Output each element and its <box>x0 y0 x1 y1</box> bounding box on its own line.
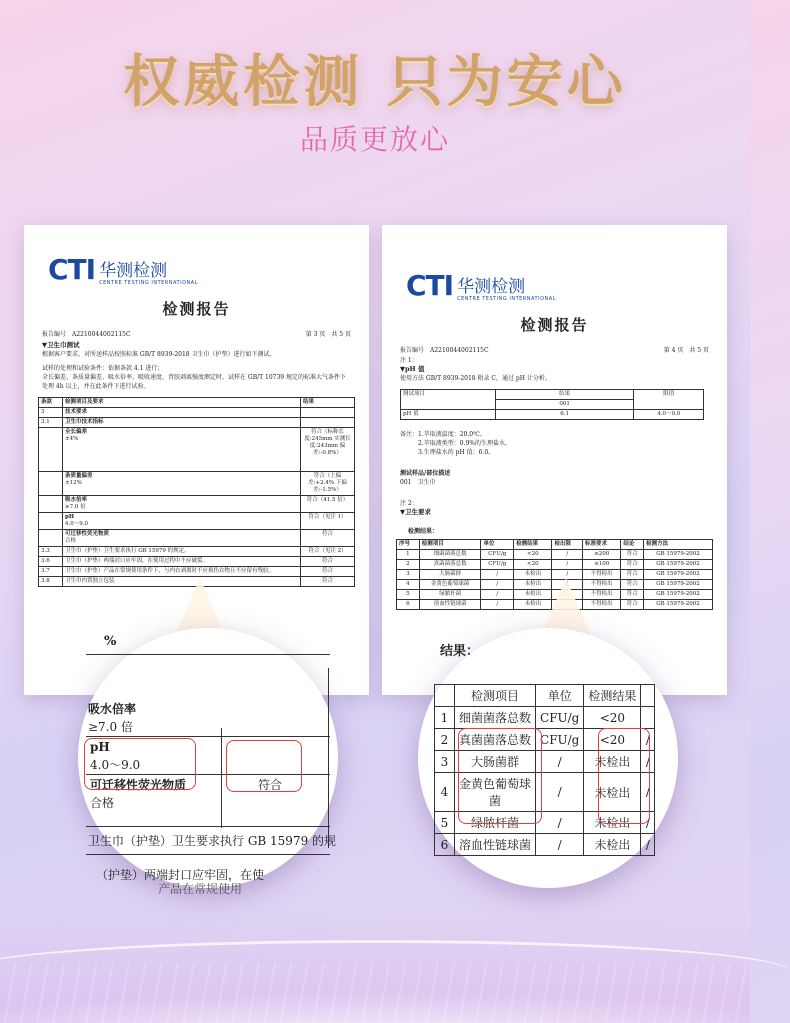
microbial-table: 序号 检测项目 单位 检测结果 检出限 标准要求 结论 检测方法 1 细菌菌落总数 CFU/g <20 / ≤200 符合 GB 15979-2002 2 真菌菌落总数 CFU/g <20 / ≤100 符合 GB 15979-2002 3 大肠菌群 / 未检出 / 不得检出 符合 GB 15979-2002 4 金黄色葡萄球菌 / 未检出 / 不得检出 符合 GB 15979-2002 5 绿脓杆菌 / 未检出 / 不得检出 符合 GB 15979-2002 6 溶血性链球菌 / 未检出 / 不得检出 符合 GB 15979-2002 <box>396 539 713 610</box>
section-title: ▼卫生巾测试 <box>42 341 80 349</box>
zoom-item-absorb: 吸水倍率 <box>88 702 137 716</box>
logo-name: 华测检测 <box>99 261 168 281</box>
highlight-ph <box>84 738 196 790</box>
sparkle-decoration <box>0 963 750 1023</box>
magnifier-left <box>78 628 338 896</box>
magnifier-right <box>418 628 678 888</box>
zoom-microbial-table: 检测项目 单位 检测结果 1 细菌菌落总数 CFU/g <20 2 真菌菌落总数 CFU/g <20 / 3 大肠菌群 / 未检出 / 4 金黄色葡萄球菌 / 未检出 / 5 绿脓杆菌 / 未检出 / 6 溶血性链球菌 / 未检出 / <box>434 684 655 856</box>
logo-sub: CENTRE TESTING INTERNATIONAL <box>99 280 198 286</box>
table-row: 3 大肠菌群 / 未检出 / 不得检出 符合 GB 15979-2002 <box>397 570 713 580</box>
page-title: 权威检测 只为安心 <box>123 50 627 115</box>
table-row: 可迁移性荧光物质 合格 符合 <box>39 530 355 547</box>
table-row: 5 绿脓杆菌 / 未检出 / <box>435 812 655 834</box>
table-row: 5 绿脓杆菌 / 未检出 / 不得检出 符合 GB 15979-2002 <box>397 590 713 600</box>
col-header: 检测项目及要求 <box>63 398 301 408</box>
table-row: 条质量偏差 ±12% 符合（上偏差:+2.4% 下偏差:-1.5%） <box>39 472 355 496</box>
report-title: 检测报告 <box>520 316 589 334</box>
report-title: 检测报告 <box>162 300 231 318</box>
table-row: 3.7 卫生巾（护垫）产品在常规使用条件下，与内衣剥离时不应损伤衣物且不应留有残胶。 符合 <box>39 567 355 577</box>
note-text-2: 全长偏差、条质量偏差、吸水倍率、吸收速度、背胶剥离强度测定时，试样在 GB/T 10739 规定的标准大气条件下处理 4h 以上，并在此条件下进行试验。 <box>42 374 347 390</box>
logo-sub: CENTRE TESTING INTERNATIONAL <box>457 296 556 302</box>
zoom-pct: % <box>104 634 117 649</box>
page-number: 第 3 页 共 5 页 <box>305 331 351 338</box>
highlight-ph-result <box>226 740 302 792</box>
remark-2: 2.萃取液类型：0.9%的生理盐水。 <box>418 440 511 447</box>
table-row: 4 金黄色葡萄球菌 / 未检出 / 不得检出 符合 GB 15979-2002 <box>397 580 713 590</box>
ph-method: 使用方法 GB/T 8939-2018 附录 C，通过 pH 计分析。 <box>400 375 551 382</box>
table-row: 3.6 卫生巾（护垫）两端封口应牢固，在使用过程中不应破裂。 符合 <box>39 557 355 567</box>
ph-section-title: ▼pH 值 <box>400 365 425 373</box>
cti-logo <box>406 269 713 302</box>
logo-mark: CTI <box>48 253 96 286</box>
sample-title: 测试样品/部位描述 <box>400 470 451 477</box>
zoom-line-2: （护垫）两端封口应牢固，在使 <box>96 868 265 882</box>
page-number: 第 4 页 共 5 页 <box>663 347 709 354</box>
col-header: 结果 <box>301 398 355 408</box>
table-row: 3.8 卫生巾内置独立包装 符合 <box>39 577 355 587</box>
table-row: 3.1 卫生巾技术指标 <box>39 418 355 428</box>
table-row: 2 真菌菌落总数 CFU/g <20 / <box>435 729 655 751</box>
zoom-results-title: 结果： <box>440 644 480 659</box>
hygiene-section-title: ▼卫生要求 <box>400 508 431 516</box>
logo-mark: CTI <box>406 269 454 302</box>
note-label: 注 1： <box>400 357 418 364</box>
remark-3: 3.生理盐水的 pH 值：6.0。 <box>418 449 495 456</box>
zoom-line-1: 卫生巾（护垫）卫生要求执行 GB 15979 的规 <box>88 834 337 848</box>
remark-1: 备注：1.萃取液温度：20.0℃。 <box>400 431 486 438</box>
table-row: 2 真菌菌落总数 CFU/g <20 / ≤100 符合 GB 15979-2002 <box>397 560 713 570</box>
zoom-req-absorb: ≥7.0 倍 <box>88 720 133 734</box>
intro-text: 根据客户要求，对所送样品按照标准 GB/T 8939-2018 卫生巾（护垫）进行如下测试。 <box>42 351 276 358</box>
zoom-req-ph: 4.0～9.0 <box>90 758 141 772</box>
zoom-req-fluor: 合格 <box>90 796 115 810</box>
zoom-result-fluor: 符合 <box>258 778 283 792</box>
zoom-item-ph: pH <box>90 740 110 754</box>
table-row: 全长偏差 ±4% 符合（标称长度:245mm 实测长度:243mm 偏差:-0.8%） <box>39 428 355 472</box>
results-title: 检测结果： <box>408 528 439 535</box>
report-number: 报告编号 A2210044002115C <box>42 331 131 338</box>
table-row: 3 技术要求 <box>39 408 355 418</box>
results-table-left <box>38 397 355 587</box>
highlight-results <box>598 728 650 824</box>
col-header: 条款 <box>39 398 63 408</box>
table-row: 4 金黄色葡萄球菌 / 未检出 / <box>435 773 655 812</box>
highlight-items <box>458 728 542 824</box>
table-row: 吸水倍率 ≥7.0 倍 符合（41.5 倍） <box>39 496 355 513</box>
cti-logo <box>48 253 355 286</box>
table-row: pH 4.0～9.0 符合（见注 1） <box>39 513 355 530</box>
zoom-item-fluor: 可迁移性荧光物质 <box>90 778 187 792</box>
note-text-1: 试样的处理和试验条件：依据条款 4.1 进行； <box>42 365 164 372</box>
page-subtitle: 品质更放心 <box>299 123 450 156</box>
note2-label: 注 2： <box>400 500 418 507</box>
table-row: 1 细菌菌落总数 CFU/g <20 <box>435 707 655 729</box>
table-row: 6 溶血性链球菌 / 未检出 / <box>435 834 655 856</box>
table-row: 6 溶血性链球菌 / 未检出 / 不得检出 符合 GB 15979-2002 <box>397 600 713 610</box>
table-row: 3 大肠菌群 / 未检出 / <box>435 751 655 773</box>
report-number: 报告编号 A2210044002115C <box>400 347 489 354</box>
ph-table: 测试项目 结果 限值 001 pH 值 6.1 4.0～9.0 <box>400 389 704 420</box>
table-row: pH 值 6.1 4.0～9.0 <box>401 410 704 420</box>
table-row: 3.3 卫生巾（护垫）卫生要求执行 GB 15979 的规定。 符合（见注 2） <box>39 547 355 557</box>
table-row: 1 细菌菌落总数 CFU/g <20 / ≤200 符合 GB 15979-2002 <box>397 550 713 560</box>
logo-name: 华测检测 <box>457 277 526 297</box>
zoom-line-3: 产品在常规使用 <box>158 882 243 896</box>
sample-desc: 001 卫生巾 <box>400 479 436 486</box>
